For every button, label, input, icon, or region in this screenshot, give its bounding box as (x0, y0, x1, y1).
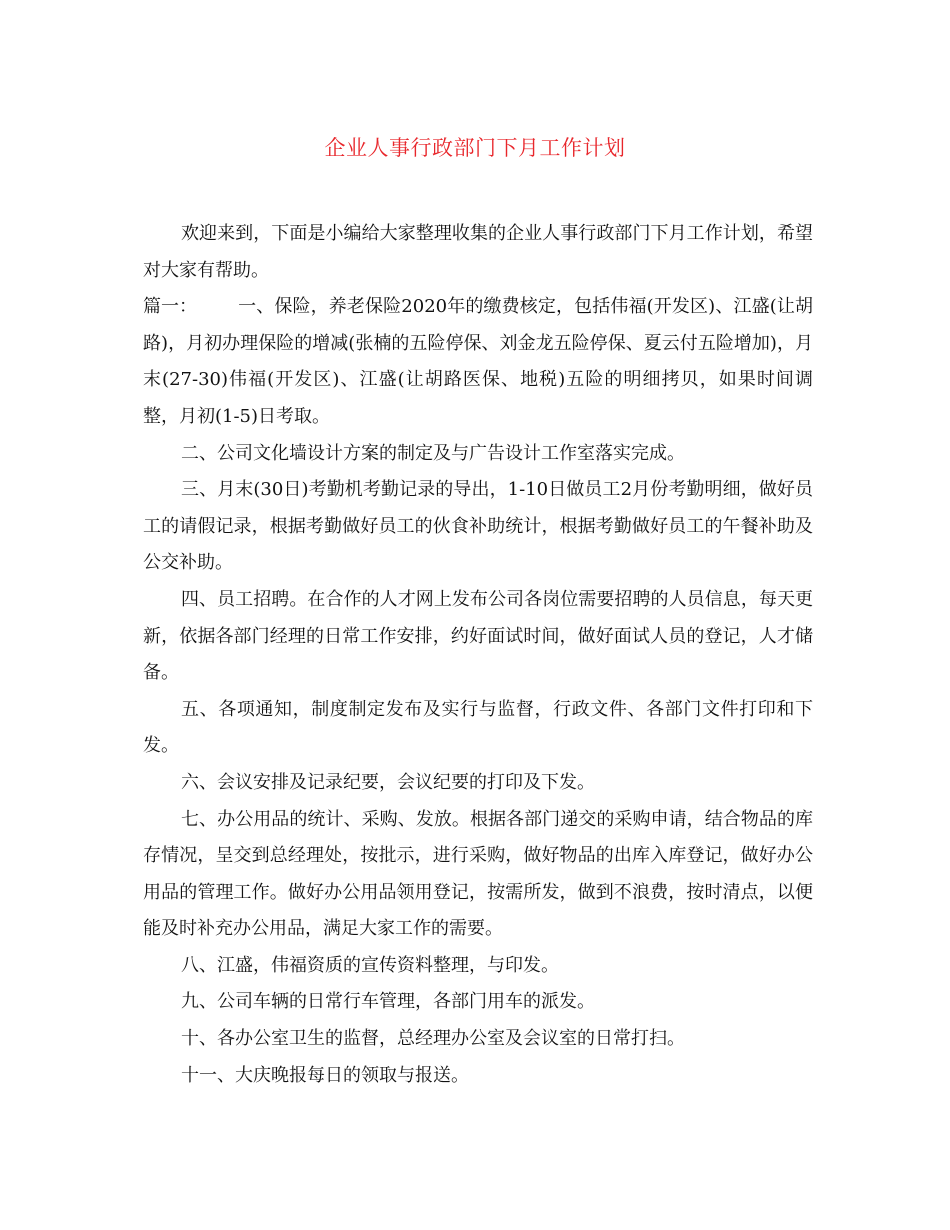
item-paragraph: 六、会议安排及记录纪要，会议纪要的打印及下发。 (181, 771, 595, 793)
item-paragraph: 七、办公用品的统计、采购、发放。根据各部门递交的采购申请，结合物品的库存情况，呈交到总经理处，按批示，进行采购，做好物品的出库入库登记，做好办公用品的管理工作。做好办公用品领用登记，按需所发，做到不浪费，按时清点，以便能及时补充办公用品，满足大家工作的需要。 (143, 808, 813, 940)
item-text: 一、保险，养老保险2020年的缴费核定，包括伟福(开发区)、江盛(让胡路)，月初办理保险的增减(张楠的五险停保、刘金龙五险停保、夏云付五险增加)，月末(27-30)伟福(开发区)、江盛(让胡路医保、地税)五险的明细拷贝，如果时间调整，月初(1-5)日考取。 (143, 296, 813, 427)
item-paragraph: 十、各办公室卫生的监督，总经理办公室及会议室的日常打扫。 (181, 1028, 685, 1050)
item-paragraph: 四、员工招聘。在合作的人才网上发布公司各岗位需要招聘的人员信息，每天更新，依据各部门经理的日常工作安排，约好面试时间，做好面试人员的登记，人才储备。 (143, 588, 813, 684)
item-paragraph (143, 289, 813, 435)
document-body (143, 216, 813, 1094)
item-paragraph: 十一、大庆晚报每日的领取与报送。 (181, 1064, 469, 1086)
item-paragraph: 三、月末(30日)考勤机考勤记录的导出，1-10日做员工2月份考勤明细，做好员工的请假记录，根据考勤做好员工的伙食补助统计，根据考勤做好员工的午餐补助及公交补助。 (143, 479, 813, 574)
document-title: 企业人事行政部门下月工作计划 (324, 136, 626, 160)
item-paragraph: 二、公司文化墙设计方案的制定及与广告设计工作室落实完成。 (181, 442, 685, 464)
item-paragraph: 九、公司车辆的日常行车管理，各部门用车的派发。 (181, 991, 595, 1013)
section-label: 篇一： (143, 296, 197, 318)
item-paragraph: 五、各项通知，制度制定发布及实行与监督，行政文件、各部门文件打印和下发。 (143, 698, 813, 757)
item-paragraph: 八、江盛，伟福资质的宣传资料整理，与印发。 (181, 954, 559, 976)
intro-paragraph: 欢迎来到，下面是小编给大家整理收集的企业人事行政部门下月工作计划，希望对大家有帮助。 (143, 223, 813, 281)
